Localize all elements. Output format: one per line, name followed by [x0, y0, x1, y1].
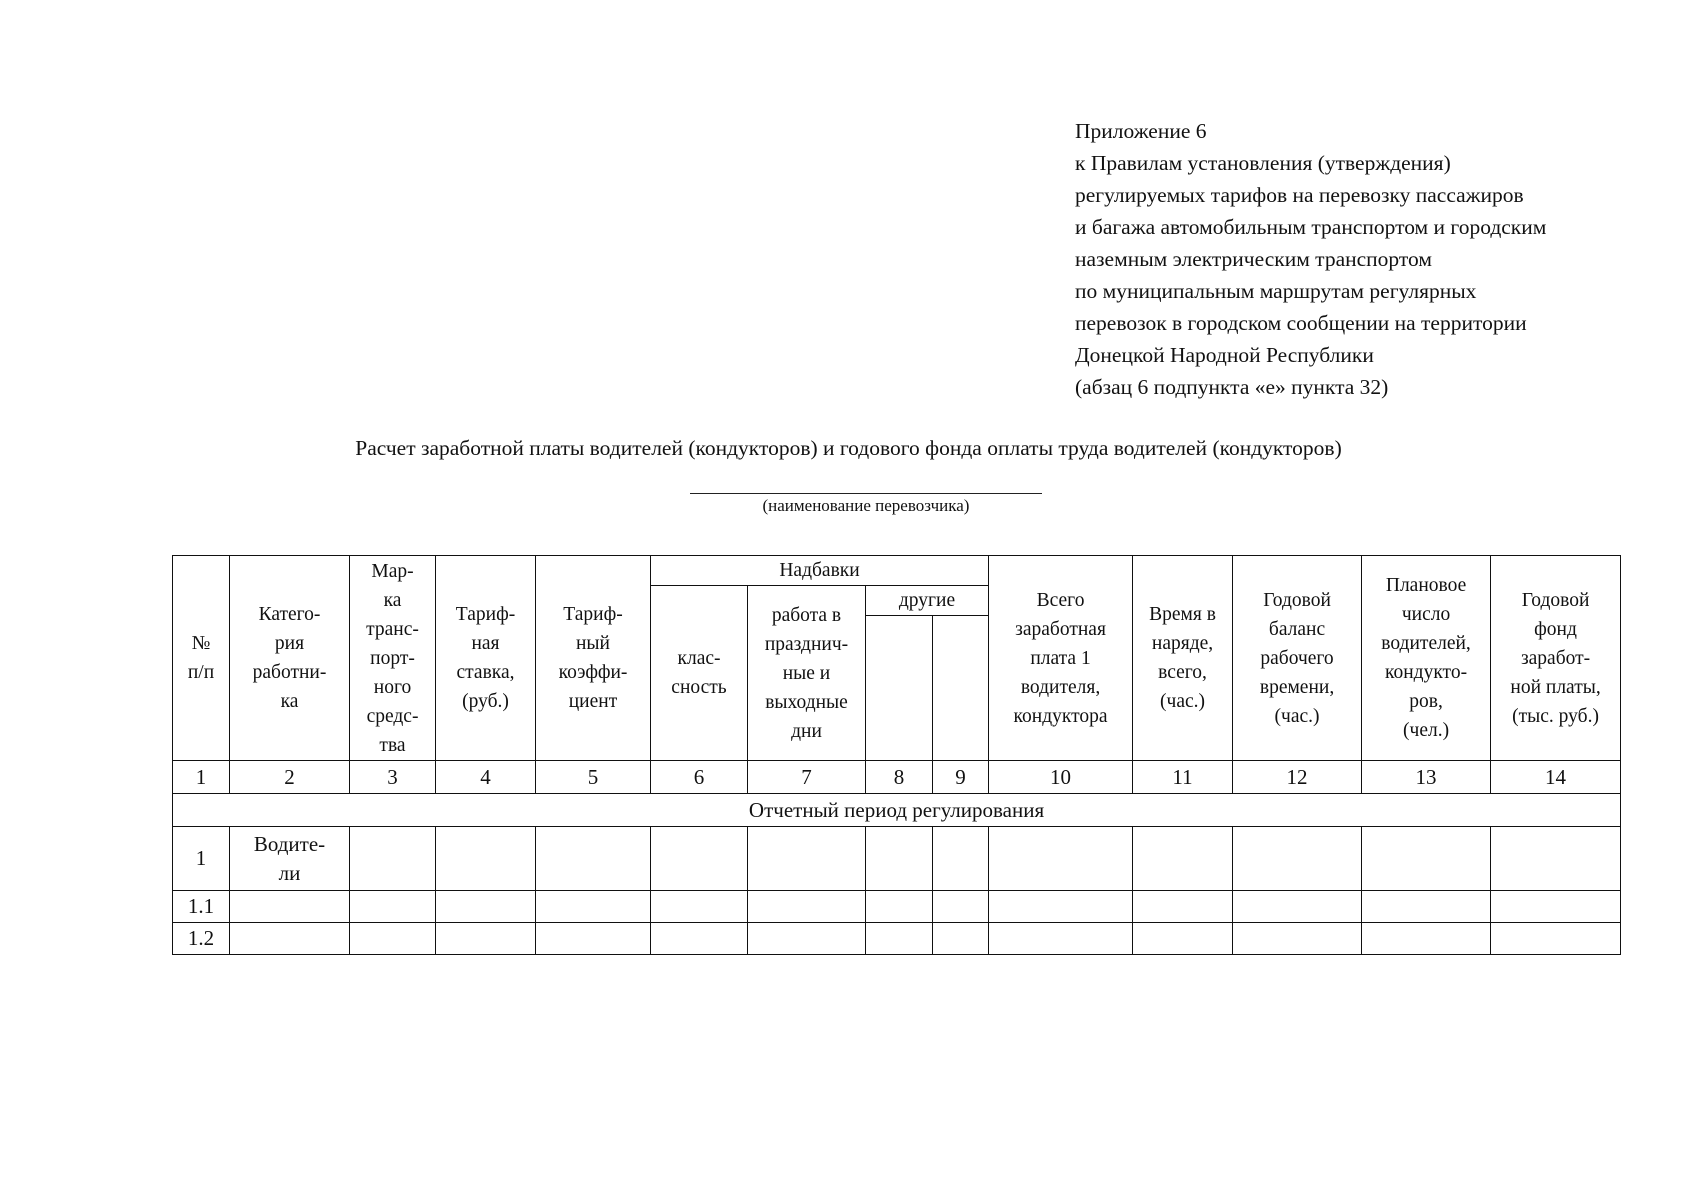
section-label: Отчетный период регулирования: [173, 794, 1621, 827]
table-cell[interactable]: [1362, 923, 1491, 955]
cell-line: работни-: [252, 662, 327, 683]
cell-line: водителя,: [1020, 676, 1101, 698]
cell-line: транс-: [366, 618, 419, 640]
table-cell[interactable]: [651, 827, 748, 891]
cell-line: число: [1401, 604, 1451, 625]
cell-line: ные и: [782, 662, 831, 684]
column-number: 9: [933, 761, 989, 794]
cell-line: Годовой: [1263, 589, 1331, 611]
table-cell[interactable]: [748, 891, 866, 923]
cell-line: баланс: [1268, 618, 1326, 640]
column-number: 10: [989, 761, 1133, 794]
header-other: другие: [866, 586, 989, 616]
table-cell[interactable]: [536, 891, 651, 923]
cell-line: Водите-: [253, 831, 326, 856]
cell-line: рия: [274, 633, 305, 654]
column-number: 8: [866, 761, 933, 794]
header-other-sub-2: [933, 616, 989, 761]
column-number: 11: [1133, 761, 1233, 794]
cell-line: Время в: [1149, 604, 1216, 625]
appendix-line: перевозок в городском сообщении на территории: [1075, 311, 1527, 335]
table-cell[interactable]: [1491, 891, 1621, 923]
table-cell[interactable]: [230, 891, 350, 923]
cell-line: Годовой: [1521, 589, 1590, 611]
table-cell[interactable]: [651, 891, 748, 923]
table-row: [173, 923, 1621, 955]
appendix-line: наземным электрическим транспортом: [1075, 247, 1432, 271]
table-cell[interactable]: [436, 891, 536, 923]
column-number: 2: [230, 761, 350, 794]
salary-table: [172, 555, 1621, 955]
cell-line: Тариф-: [455, 604, 516, 625]
table-cell[interactable]: [536, 827, 651, 891]
cell-line: работа в: [771, 604, 842, 626]
table-cell[interactable]: [1233, 923, 1362, 955]
cell-line: (час.): [1160, 691, 1206, 712]
cell-line: (тыс. руб.): [1512, 705, 1599, 727]
table-cell[interactable]: [536, 923, 651, 955]
cell-line: ров,: [1409, 691, 1443, 712]
cell-line: ный: [576, 633, 610, 654]
table-cell[interactable]: [748, 923, 866, 955]
column-number: 7: [748, 761, 866, 794]
cell-line: заработ-: [1520, 647, 1591, 669]
table-cell[interactable]: [933, 827, 989, 891]
table-cell[interactable]: [1491, 827, 1621, 891]
table-cell[interactable]: [1491, 923, 1621, 955]
appendix-line: и багажа автомобильным транспортом и городским: [1075, 215, 1547, 239]
header-work-balance: [1233, 556, 1362, 761]
cell-line: сность: [671, 677, 727, 698]
cell-line: порт-: [370, 647, 415, 669]
header-class: [651, 586, 748, 761]
appendix-line: (абзац 6 подпункта «е» пункта 32): [1075, 375, 1389, 399]
cell-line: (час.): [1274, 705, 1320, 727]
appendix-line: регулируемых тарифов на перевозку пассажиров: [1075, 183, 1524, 207]
table-cell[interactable]: [436, 827, 536, 891]
appendix-line: Приложение 6: [1075, 119, 1207, 143]
appendix-note: [1075, 115, 1546, 403]
header-planned-count: [1362, 556, 1491, 761]
table-cell[interactable]: [1133, 891, 1233, 923]
cell-line: Тариф-: [563, 604, 623, 625]
cell-line: (руб.): [462, 691, 509, 712]
appendix-line: к Правилам установления (утверждения): [1075, 151, 1451, 175]
table-row: [173, 891, 1621, 923]
table-cell[interactable]: [1362, 891, 1491, 923]
cell-line: плата 1: [1030, 647, 1091, 669]
column-number: 4: [436, 761, 536, 794]
header-coefficient: [536, 556, 651, 761]
cell-line: заработная: [1015, 618, 1106, 640]
table-cell[interactable]: [866, 891, 933, 923]
table-cell[interactable]: [1233, 827, 1362, 891]
table-cell[interactable]: [1133, 827, 1233, 891]
table-cell[interactable]: [350, 891, 436, 923]
cell-line: ной платы,: [1510, 676, 1601, 698]
cell-line: коэффи-: [558, 662, 628, 683]
carrier-name-blank[interactable]: [690, 493, 1042, 494]
table-cell[interactable]: [933, 891, 989, 923]
header-rate: [436, 556, 536, 761]
header-total-salary: [989, 556, 1133, 761]
cell-line: Мар-: [371, 560, 414, 582]
cell-line: №: [191, 633, 211, 654]
cell-line: Катего-: [258, 604, 321, 625]
cell-line: фонд: [1534, 618, 1577, 640]
table-cell[interactable]: [350, 827, 436, 891]
appendix-line: Донецкой Народной Республики: [1075, 343, 1374, 367]
header-other-sub-1: [866, 616, 933, 761]
cell-line: п/п: [187, 662, 215, 683]
cell-line: выходные: [765, 691, 848, 713]
column-number: 12: [1233, 761, 1362, 794]
column-number: 14: [1491, 761, 1621, 794]
cell-line: кондуктора: [1013, 705, 1108, 727]
cell-line: ного: [373, 676, 412, 698]
cell-line: циент: [568, 691, 618, 712]
row-number: 1.1: [173, 891, 230, 923]
table-cell[interactable]: [230, 923, 350, 955]
header-annual-fund: [1491, 556, 1621, 761]
table-cell[interactable]: [989, 827, 1133, 891]
cell-line: рабочего: [1260, 647, 1334, 669]
cell-line: кондукто-: [1385, 662, 1468, 683]
cell-line: клас-: [677, 648, 721, 669]
column-number: 13: [1362, 761, 1491, 794]
cell-line: дни: [791, 720, 822, 742]
header-vehicle: [350, 556, 436, 761]
table-cell[interactable]: [866, 923, 933, 955]
cell-line: Всего: [1036, 589, 1085, 611]
table-cell[interactable]: [989, 891, 1133, 923]
cell-line: (чел.): [1403, 720, 1450, 741]
header-allowances: Надбавки: [651, 556, 989, 586]
table-cell[interactable]: [1133, 923, 1233, 955]
cell-line: наряде,: [1151, 633, 1214, 654]
cell-line: ка: [383, 589, 402, 611]
cell-line: всего,: [1158, 662, 1207, 683]
cell-line: ли: [278, 860, 301, 885]
column-number: 3: [350, 761, 436, 794]
cell-line: ка: [280, 691, 299, 712]
document-title: Расчет заработной платы водителей (кондукторов) и годового фонда оплаты труда водителей (кондукторов): [355, 436, 1342, 460]
appendix-line: по муниципальным маршрутам регулярных: [1075, 279, 1477, 303]
column-numbers-row: [173, 761, 1621, 794]
table-cell[interactable]: [866, 827, 933, 891]
cell-line: ная: [471, 633, 500, 654]
carrier-name-caption: (наименование перевозчика): [762, 496, 970, 515]
cell-line: празднич-: [764, 633, 849, 655]
cell-line: Плановое: [1385, 575, 1467, 596]
header-shift-time: [1133, 556, 1233, 761]
header-holidays: [748, 586, 866, 761]
table-cell[interactable]: [1233, 891, 1362, 923]
header-num: [173, 556, 230, 761]
header-category: [230, 556, 350, 761]
column-number: 5: [536, 761, 651, 794]
cell-line: ставка,: [456, 662, 515, 683]
cell-line: средс-: [366, 705, 419, 727]
column-number: 1: [173, 761, 230, 794]
table-cell[interactable]: [989, 923, 1133, 955]
row-number: 1: [173, 827, 230, 891]
cell-line: времени,: [1259, 676, 1335, 698]
table-cell[interactable]: [933, 923, 989, 955]
table-row: [173, 827, 1621, 891]
row-number: 1.2: [173, 923, 230, 955]
cell-line: тва: [379, 734, 406, 756]
table-cell[interactable]: [651, 923, 748, 955]
table-cell[interactable]: [436, 923, 536, 955]
column-number: 6: [651, 761, 748, 794]
table-cell[interactable]: [1362, 827, 1491, 891]
cell-line: водителей,: [1381, 633, 1471, 654]
table-cell[interactable]: [748, 827, 866, 891]
row-category[interactable]: [230, 827, 350, 891]
table-cell[interactable]: [350, 923, 436, 955]
